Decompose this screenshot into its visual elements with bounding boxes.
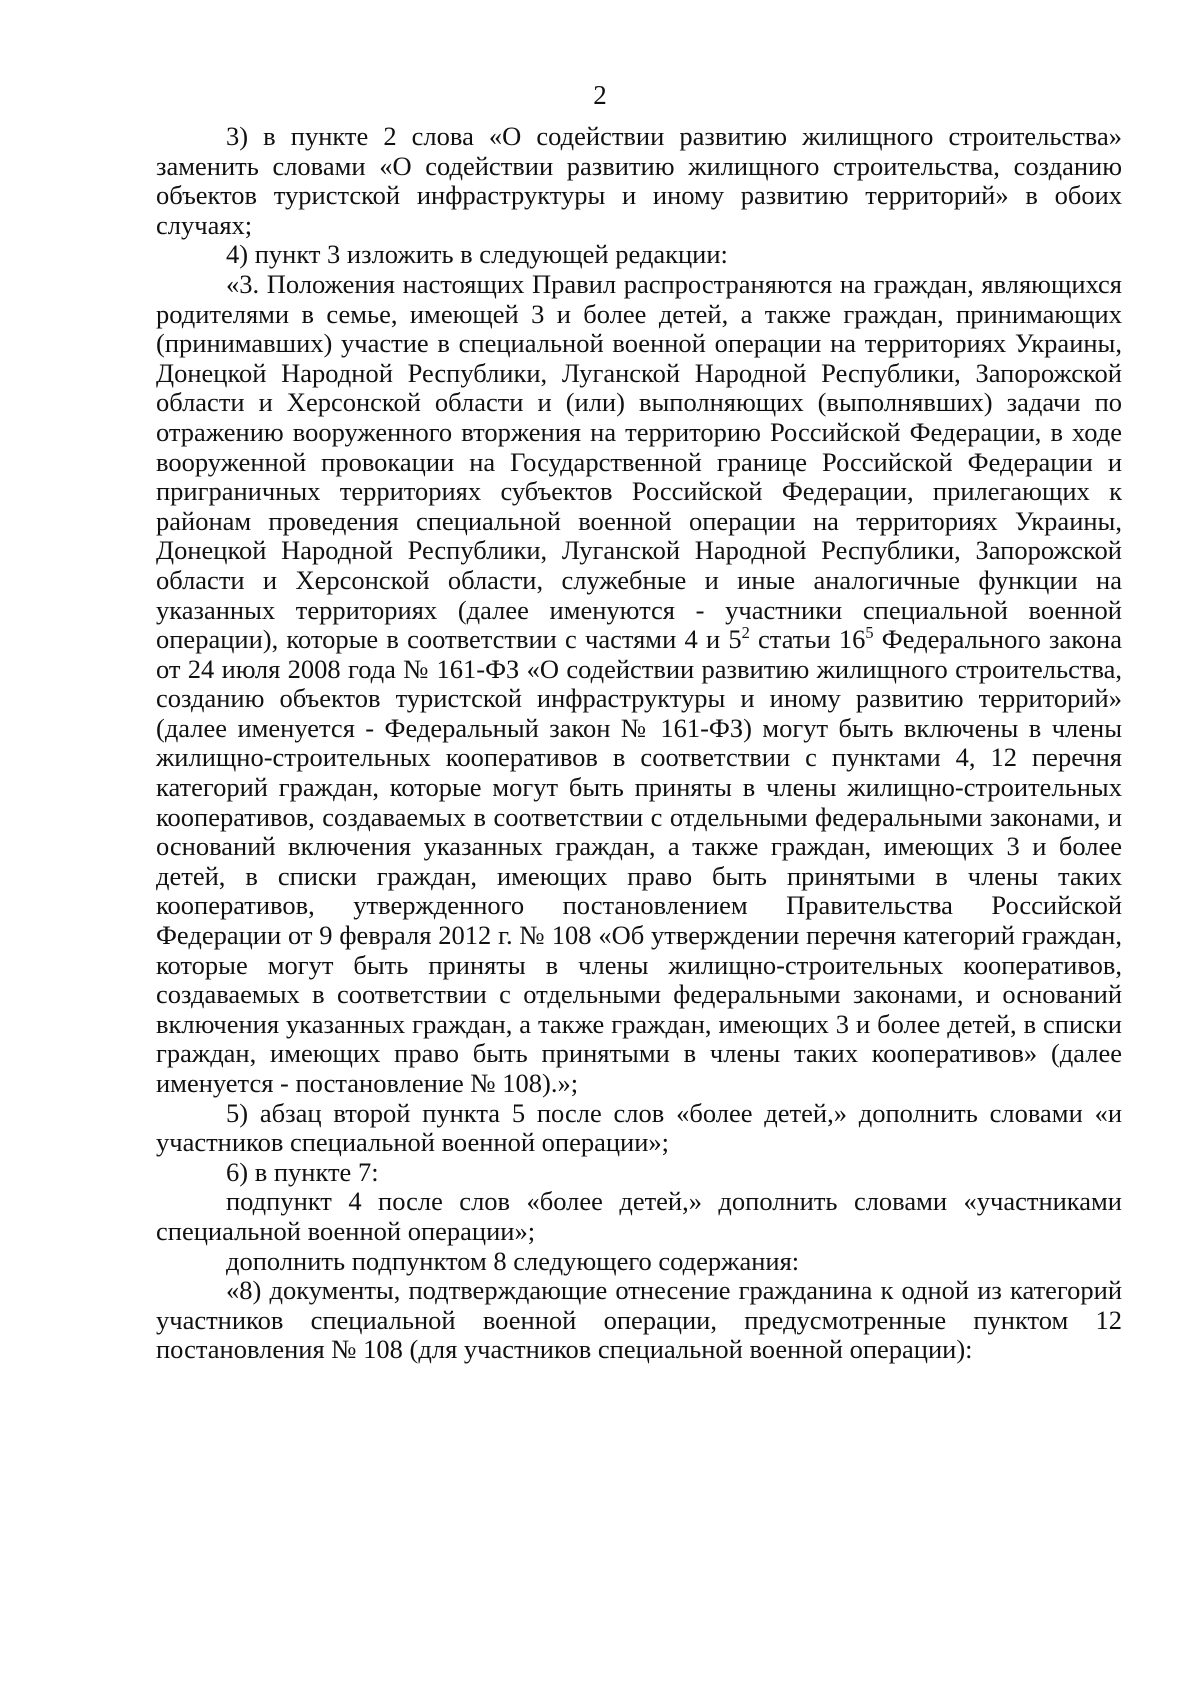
page-number: 2 (593, 80, 607, 110)
superscript: 5 (865, 623, 874, 643)
paragraph-item-4: 4) пункт 3 изложить в следующей редакции: (226, 239, 728, 270)
paragraph-text: Федерального закона от 24 июля 2008 года № 161-ФЗ «О содействии развитию жилищного строительства, созданию объектов туристской инфраструктуры и иному развитию территорий» (далее именуется - Федеральный закон № 161-ФЗ) могут быть включены в члены жилищно-строительных кооперативов в соответствии с пунктами 4, 12 перечня категорий граждан, которые могут быть приняты в члены жилищно-строительных кооперативов, создаваемых в соответствии с отдельными федеральными законами, и оснований включения указанных граждан, а также граждан, имеющих 3 и более детей, в списки граждан, имеющих право быть принятыми в члены таких кооперативов, утвержденного постановлением Правительства Российской Федерации от 9 февраля 2012 г. № 108 «Об утверждении перечня категорий граждан, которые могут быть приняты в члены жилищно-строительных кооперативов, создаваемых в соответствии с отдельными федеральными законами, и оснований включения указанных граждан, а также граждан, имеющих 3 и более детей, в списки граждан, имеющих право быть принятыми в члены таких кооперативов» (далее именуется - постановление № 108).»; (156, 624, 1122, 1098)
paragraph-subitem-4: подпункт 4 после слов «более детей,» дополнить словами «участниками специальной военной операции»; (156, 1186, 1122, 1246)
superscript: 2 (741, 623, 750, 643)
paragraph-rules-point-3 (156, 270, 1122, 1099)
paragraph-item-6: 6) в пункте 7: (226, 1156, 379, 1187)
document-body (156, 122, 1122, 1365)
paragraph-text: статьи 16 (749, 624, 866, 655)
paragraph-subitem-8: «8) документы, подтверждающие отнесение гражданина к одной из категорий участников специальной военной операции, предусмотренные пунктом 12 постановления № 108 (для участников специальной военной операции): (156, 1275, 1122, 1365)
paragraph-text: «3. Положения настоящих Правил распространяются на граждан, являющихся родителями в семье, имеющей 3 и более детей, а также граждан, принимающих (принимавших) участие в специальной военной операции на территориях Украины, Донецкой Народной Республики, Луганской Народной Республики, Запорожской области и Херсонской области и (или) выполняющих (выполнявших) задачи по отражению вооруженного вторжения на территорию Российской Федерации, в ходе вооруженной провокации на Государственной границе Российской Федерации и приграничных территориях субъектов Российской Федерации, прилегающих к районам проведения специальной военной операции на территориях Украины, Донецкой Народной Республики, Луганской Народной Республики, Запорожской области и Херсонской области, служебные и иные аналогичные функции на указанных территориях (далее именуются - участники специальной военной операции), которые в соответствии с частями 4 и 5 (156, 268, 1122, 655)
paragraph-item-3: 3) в пункте 2 слова «О содействии развитию жилищного строительства» заменить словами «О содействии развитию жилищного строительства, созданию объектов туристской инфраструктуры и иному развитию территорий» в обоих случаях; (156, 121, 1122, 240)
paragraph-add-subitem-8: дополнить подпунктом 8 следующего содержания: (226, 1245, 800, 1276)
paragraph-item-5: 5) абзац второй пункта 5 после слов «более детей,» дополнить словами «и участников специальной военной операции»; (156, 1097, 1122, 1158)
